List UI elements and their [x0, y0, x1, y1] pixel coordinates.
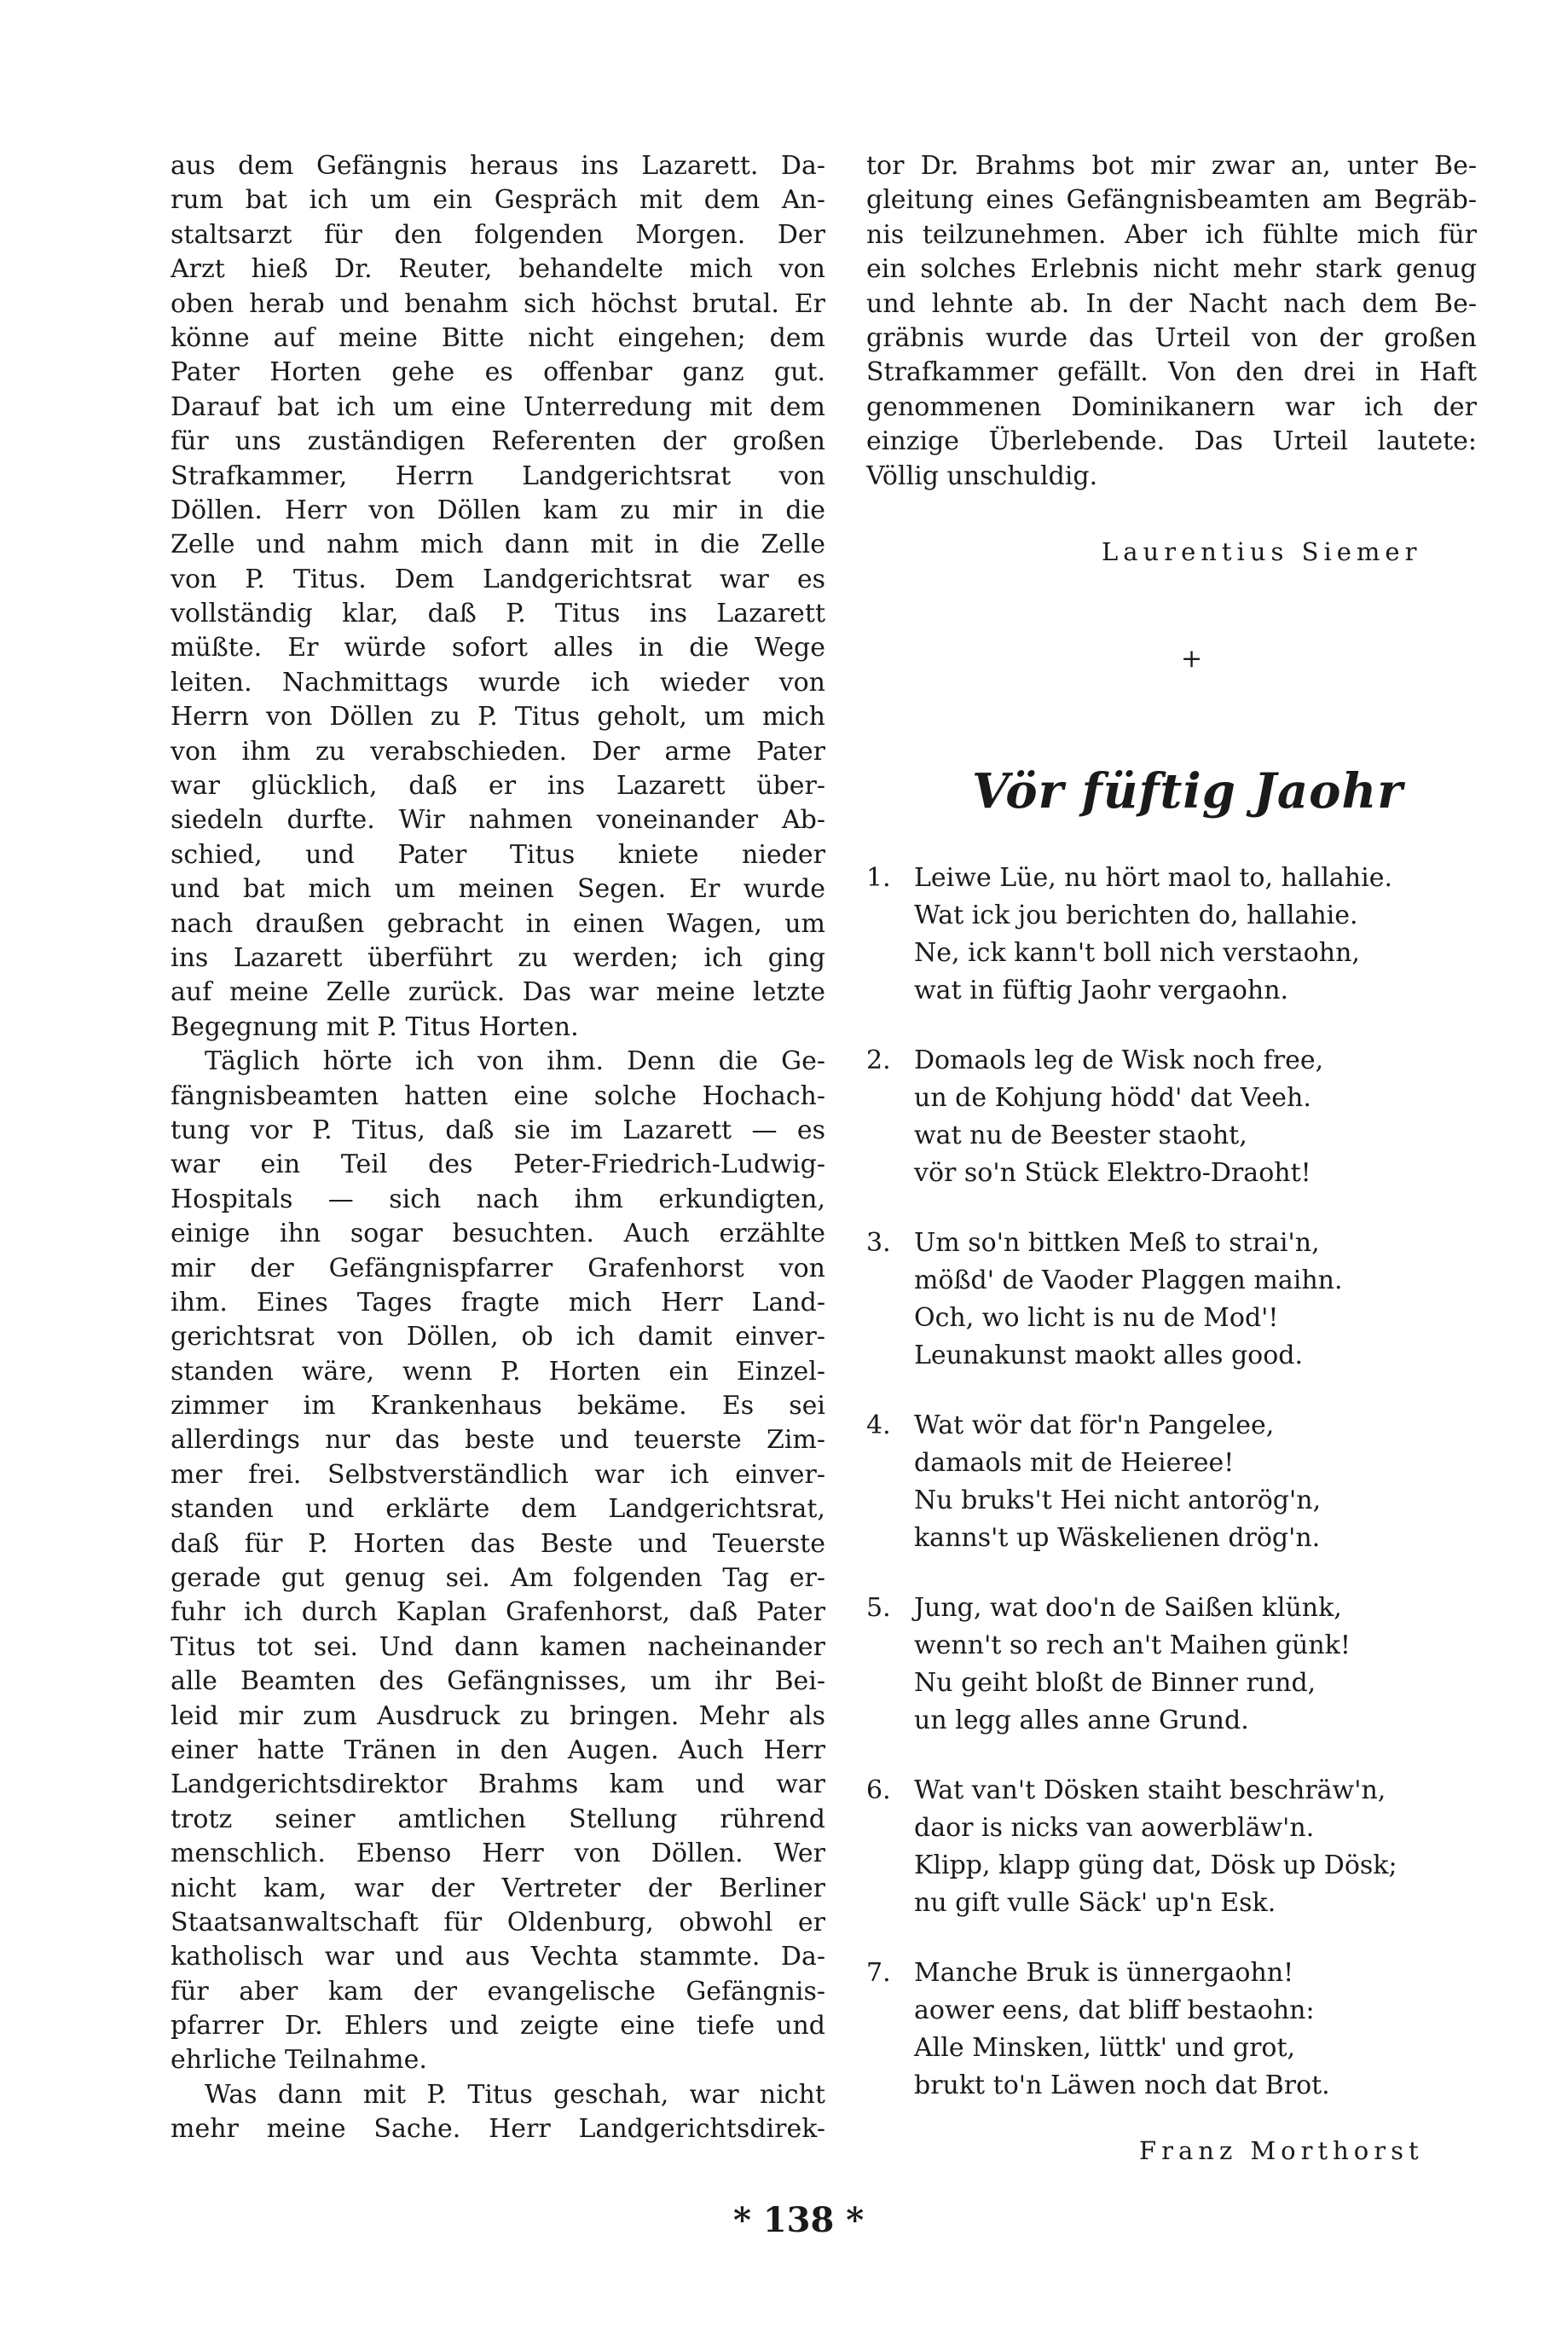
text-line: siedeln durfte. Wir nahmen voneinander Ab-: [171, 805, 825, 836]
text-line: schied, und Pater Titus kniete nieder: [171, 839, 825, 870]
poem-verse-line: Jung, wat doo'n de Saißen klünk,: [914, 1593, 1342, 1623]
text-line: Täglich hörte ich von ihm. Denn die Ge-: [205, 1046, 825, 1077]
stanza-number: 4.: [866, 1410, 891, 1440]
poem-title: Vör füftig Jaohr: [972, 763, 1403, 820]
text-line: nicht kam, war der Vertreter der Berliner: [171, 1873, 825, 1903]
poem-verse-line: wat in füftig Jaohr vergaohn.: [914, 976, 1289, 1005]
text-line: katholisch war und aus Vechta stammte. Da-: [171, 1942, 825, 1972]
text-line: Staatsanwaltschaft für Oldenburg, obwohl er: [171, 1907, 825, 1937]
text-line: Hospitals — sich nach ihm erkundigten,: [171, 1184, 825, 1214]
poem-stanza: [866, 1407, 1480, 1557]
poem-verse-line: damaols mit de Heieree!: [914, 1448, 1235, 1478]
text-line: genommenen Dominikanern war ich der: [866, 391, 1477, 422]
poem-verse-line: daor is nicks van aowerbläw'n.: [914, 1813, 1315, 1843]
text-line: ehrliche Teilnahme.: [171, 2045, 427, 2076]
text-line: Zelle und nahm mich dann mit in die Zelle: [171, 530, 825, 560]
text-line: Herrn von Döllen zu P. Titus geholt, um mich: [171, 702, 825, 733]
text-line: zimmer im Krankenhaus bekäme. Es sei: [171, 1391, 825, 1422]
poem-verse-line: Alle Minsken, lüttk' und grot,: [914, 2033, 1296, 2063]
stanza-number: 5.: [866, 1593, 891, 1623]
text-line: und bat mich um meinen Segen. Er wurde: [171, 874, 825, 905]
poem-verse-line: Leunakunst maokt alles good.: [914, 1341, 1304, 1370]
text-line: ein solches Erlebnis nicht mehr stark genug: [866, 254, 1477, 285]
text-line: Titus tot sei. Und dann kamen nacheinander: [171, 1631, 825, 1662]
text-line: leid mir zum Ausdruck zu bringen. Mehr als: [171, 1700, 825, 1731]
text-line: mer frei. Selbstverständlich war ich einver-: [171, 1459, 825, 1490]
text-line: daß für P. Horten das Beste und Teuerste: [171, 1528, 825, 1559]
text-line: Darauf bat ich um eine Unterredung mit dem: [171, 391, 825, 422]
text-line: mir der Gefängnispfarrer Grafenhorst von: [171, 1253, 825, 1283]
text-line: ihm. Eines Tages fragte mich Herr Land-: [171, 1287, 825, 1318]
text-line: einige ihn sogar besuchten. Auch erzählte: [171, 1219, 825, 1249]
poem-verse-line: Nu geiht bloßt de Binner rund,: [914, 1668, 1316, 1698]
text-line: Döllen. Herr von Döllen kam zu mir in die: [171, 495, 825, 525]
text-line: ins Lazarett überführt zu werden; ich ging: [171, 942, 825, 973]
left-column: [171, 149, 825, 2147]
text-line: für aber kam der evangelische Gefängnis-: [171, 1976, 825, 2007]
text-line: war glücklich, daß er ins Lazarett über-: [171, 771, 825, 802]
poem-verse-line: brukt to'n Läwen noch dat Brot.: [914, 2070, 1330, 2100]
text-line: oben herab und benahm sich höchst brutal. Er: [171, 288, 825, 319]
text-line: rum bat ich um ein Gespräch mit dem An-: [171, 185, 825, 216]
poem-stanza: [866, 1042, 1480, 1192]
text-line: Völlig unschuldig.: [866, 460, 1098, 491]
stanza-number: 6.: [866, 1775, 891, 1805]
text-line: allerdings nur das beste und teuerste Zim-: [171, 1425, 825, 1456]
poem-verse-line: Och, wo licht is nu de Mod'!: [914, 1303, 1279, 1333]
text-line: Landgerichtsdirektor Brahms kam und war: [171, 1769, 825, 1800]
text-line: von ihm zu verabschieden. Der arme Pater: [171, 736, 825, 767]
stanza-number: 2.: [866, 1045, 891, 1075]
poem-verse-line: Manche Bruk is ünnergaohn!: [914, 1958, 1294, 1988]
poem-verse-line: Leiwe Lüe, nu hört maol to, hallahie.: [914, 863, 1393, 893]
poem-verse-line: Wat wör dat för'n Pangelee,: [914, 1410, 1275, 1440]
text-line: gleitung eines Gefängnisbeamten am Begräb-: [866, 185, 1477, 216]
poem-verse-line: Ne, ick kann't boll nich verstaohn,: [914, 938, 1360, 968]
poem-verse-line: vör so'n Stück Elektro-Draoht!: [914, 1158, 1311, 1188]
page-number: * 138 *: [733, 2200, 865, 2240]
text-line: für uns zuständigen Referenten der großen: [171, 426, 825, 457]
poem-verse-line: nu gift vulle Säck' up'n Esk.: [914, 1888, 1276, 1918]
poem-stanza: [866, 1772, 1480, 1922]
text-line: nach draußen gebracht in einen Wagen, um: [171, 908, 825, 939]
poem-stanza: [866, 860, 1480, 1010]
text-line: menschlich. Ebenso Herr von Döllen. Wer: [171, 1839, 825, 1869]
text-line: fuhr ich durch Kaplan Grafenhorst, daß Pater: [171, 1597, 825, 1628]
text-line: trotz seiner amtlichen Stellung rührend: [171, 1804, 825, 1834]
text-line: gerichtsrat von Döllen, ob ich damit einver-: [171, 1322, 825, 1352]
poem-verse-line: un legg alles anne Grund.: [914, 1706, 1249, 1735]
poem-verse-line: aower eens, dat bliff bestaohn:: [914, 1995, 1315, 2025]
poem-stanza: [866, 1955, 1480, 2105]
text-line: pfarrer Dr. Ehlers und zeigte eine tiefe und: [171, 2011, 825, 2042]
text-line: alle Beamten des Gefängnisses, um ihr Bei-: [171, 1666, 825, 1697]
poem-verse-line: Wat ick jou berichten do, hallahie.: [914, 901, 1358, 930]
author-signature-siemer: Laurentius Siemer: [1102, 537, 1422, 566]
text-line: Was dann mit P. Titus geschah, war nicht: [205, 2079, 825, 2110]
text-line: vollständig klar, daß P. Titus ins Lazarett: [171, 599, 825, 629]
right-column: [866, 149, 1477, 494]
poem-verse-line: un de Kohjung hödd' dat Veeh.: [914, 1083, 1311, 1113]
text-line: könne auf meine Bitte nicht eingehen; dem: [171, 322, 825, 353]
text-line: standen wäre, wenn P. Horten ein Einzel-: [171, 1356, 825, 1387]
text-line: nis teilzunehmen. Aber ich fühlte mich für: [866, 219, 1477, 250]
text-line: war ein Teil des Peter-Friedrich-Ludwig-: [171, 1150, 825, 1180]
text-line: staltsarzt für den folgenden Morgen. Der: [171, 219, 825, 250]
text-line: Strafkammer gefällt. Von den drei in Haft: [866, 357, 1477, 388]
poem-verse-line: Nu bruks't Hei nicht antorög'n,: [914, 1486, 1322, 1515]
text-line: von P. Titus. Dem Landgerichtsrat war es: [171, 564, 825, 594]
text-line: aus dem Gefängnis heraus ins Lazarett. Da-: [171, 151, 825, 181]
poem-verse-line: mößd' de Vaoder Plaggen maihn.: [914, 1265, 1343, 1295]
text-line: mehr meine Sache. Herr Landgerichtsdirek-: [171, 2114, 825, 2145]
poem-verse-line: Wat van't Dösken staiht beschräw'n,: [914, 1775, 1386, 1805]
text-line: gerade gut genug sei. Am folgenden Tag er-: [171, 1563, 825, 1594]
text-line: und lehnte ab. In der Nacht nach dem Be-: [866, 288, 1477, 319]
stanza-number: 3.: [866, 1228, 891, 1258]
text-line: auf meine Zelle zurück. Das war meine letzte: [171, 977, 825, 1008]
text-line: Pater Horten gehe es offenbar ganz gut.: [171, 357, 825, 388]
poem-verse-line: Klipp, klapp güng dat, Dösk up Dösk;: [914, 1850, 1397, 1880]
text-line: Arzt hieß Dr. Reuter, behandelte mich von: [171, 254, 825, 285]
text-line: tor Dr. Brahms bot mir zwar an, unter Be-: [866, 151, 1477, 181]
section-separator: +: [1181, 644, 1203, 674]
poem-verse-line: kanns't up Wäskelienen drög'n.: [914, 1523, 1321, 1553]
poem-verse-line: Um so'n bittken Meß to strai'n,: [914, 1228, 1320, 1258]
text-line: leiten. Nachmittags wurde ich wieder von: [171, 667, 825, 698]
stanza-number: 1.: [866, 863, 891, 893]
text-line: fängnisbeamten hatten eine solche Hochach-: [171, 1080, 825, 1111]
poem-verse-line: wenn't so rech an't Maihen günk!: [914, 1630, 1351, 1660]
text-line: einzige Überlebende. Das Urteil lautete:: [866, 426, 1477, 457]
text-line: einer hatte Tränen in den Augen. Auch Herr: [171, 1735, 825, 1765]
text-line: Strafkammer, Herrn Landgerichtsrat von: [171, 460, 825, 491]
stanza-number: 7.: [866, 1958, 891, 1988]
poem-stanza: [866, 1225, 1480, 1375]
text-line: Begegnung mit P. Titus Horten.: [171, 1011, 579, 1042]
poem-verse-line: Domaols leg de Wisk noch free,: [914, 1045, 1324, 1075]
text-line: gräbnis wurde das Urteil von der großen: [866, 322, 1477, 353]
text-line: standen und erklärte dem Landgerichtsrat,: [171, 1494, 825, 1525]
text-line: tung vor P. Titus, daß sie im Lazarett — es: [171, 1115, 825, 1145]
poem-verse-line: wat nu de Beester staoht,: [914, 1121, 1247, 1150]
text-line: müßte. Er würde sofort alles in die Wege: [171, 633, 825, 663]
poem-stanza: [866, 1590, 1480, 1740]
author-signature-morthorst: Franz Morthorst: [1139, 2136, 1424, 2165]
